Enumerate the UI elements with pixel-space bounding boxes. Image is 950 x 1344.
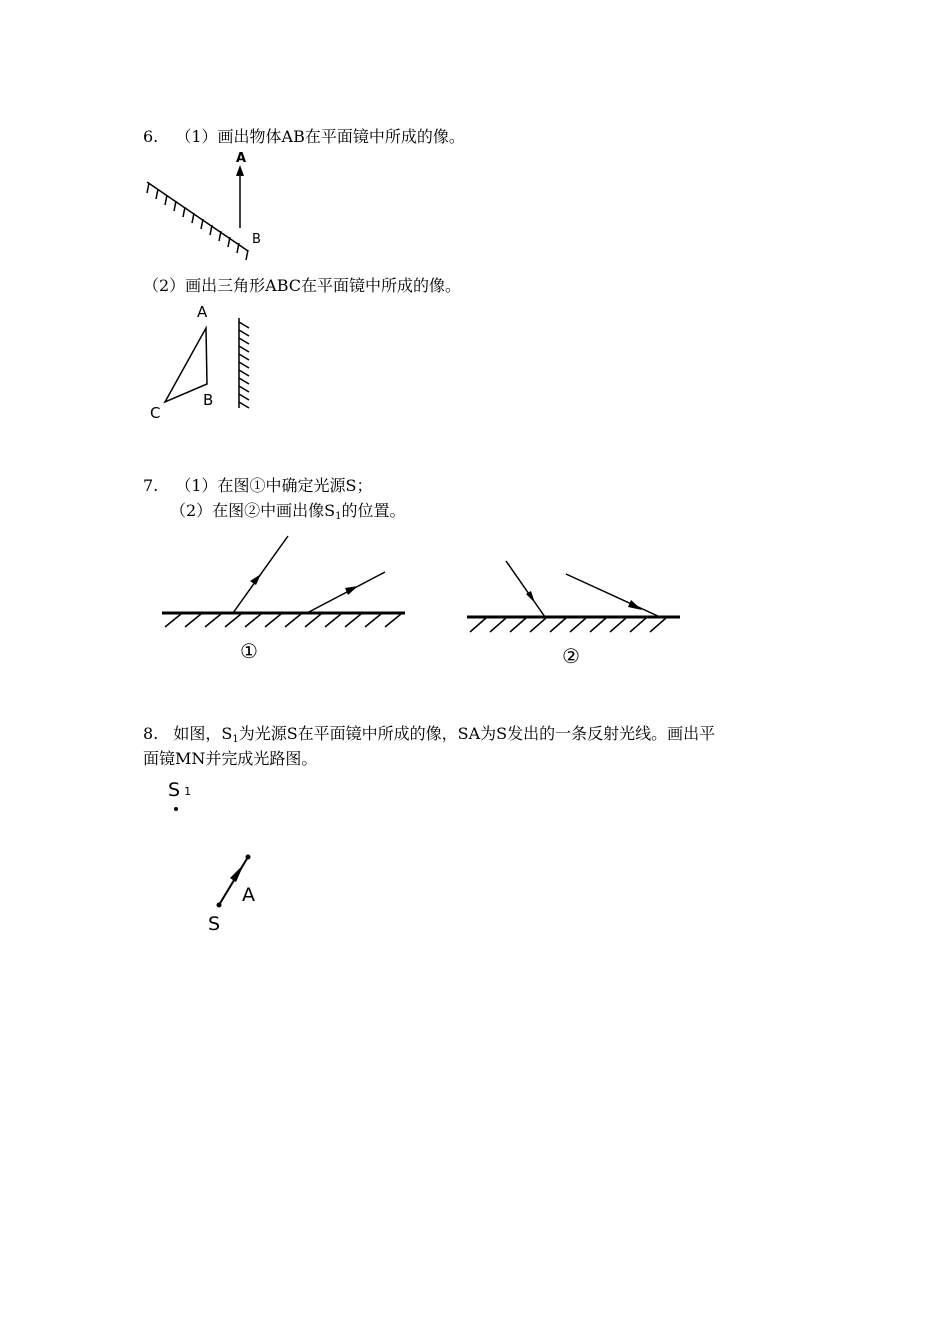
q6-fig2-label-b: B <box>203 391 214 409</box>
q7-fig2-reflection <box>460 530 690 670</box>
q7-part1 <box>143 475 373 497</box>
q7-fig2-caption: ② <box>562 644 580 668</box>
q6-number: 6. <box>143 127 159 146</box>
q6-part1-text: （1）画出物体AB在平面镜中所成的像。 <box>175 127 465 146</box>
q8-label-s1: S 1 <box>168 779 192 801</box>
q8-number: 8. <box>143 724 159 743</box>
q6-fig2-triangle-mirror <box>145 298 260 423</box>
q7-part2: （2）在图②中画出像$S_1$的位置。 <box>170 501 406 522</box>
q7-fig1-reflection <box>155 530 415 670</box>
q6-fig2-label-c: C <box>150 404 161 422</box>
q8-line1-text: 如图，$S_1$为光源S在平面镜中所成的像，SA为S发出的一条反射光线。画出平 <box>173 724 716 745</box>
q7-part1-text: （1）在图①中确定光源S； <box>175 476 373 495</box>
q6-fig1-mirror-arrow <box>140 145 280 270</box>
q6-fig1-label-b: B <box>252 232 261 247</box>
q8-fig-image-ray <box>160 775 280 940</box>
q8-s1-point <box>174 807 178 811</box>
q6-part2-text: （2）画出三角形ABC在平面镜中所成的像。 <box>143 276 462 295</box>
q6-fig2-label-a: A <box>197 303 208 321</box>
q8-line1 <box>143 723 715 751</box>
q7-fig1-caption: ① <box>240 639 258 663</box>
q8-line2: 面镜MN并完成光路图。 <box>143 749 318 768</box>
q6-fig1-label-a: A <box>236 151 247 166</box>
q8-label-a: A <box>242 884 255 906</box>
q8-label-s: S <box>208 913 221 935</box>
q7-number: 7. <box>143 476 159 495</box>
